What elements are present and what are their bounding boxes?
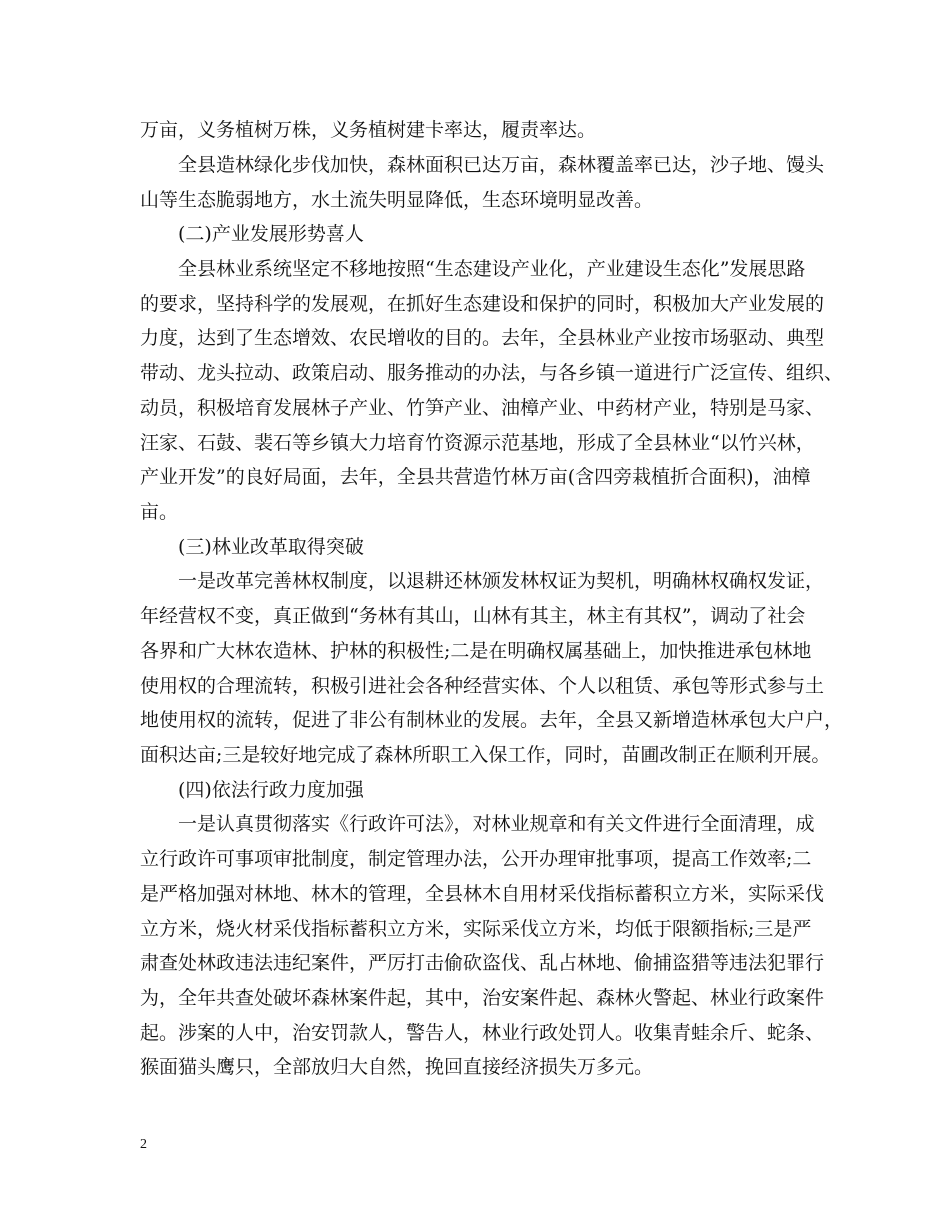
paragraph-line: 力度，达到了生态增效、农民增收的目的。去年，全县林业产业按市场驱动、典型 <box>140 327 825 349</box>
paragraph-line: 立方米，烧火材采伐指标蓄积立方米，实际采伐立方米，均低于限额指标;三是严 <box>140 918 812 940</box>
section-heading: (三)林业改革取得突破 <box>178 536 364 558</box>
paragraph-line: 各界和广大林农造林、护林的积极性;二是在明确权属基础上，加快推进承包林地 <box>140 640 812 662</box>
paragraph-line: 肃查处林政违法违纪案件，严厉打击偷砍盗伐、乱占林地、偷捕盗猎等违法犯罪行 <box>140 952 825 974</box>
section-heading: (二)产业发展形势喜人 <box>178 223 364 245</box>
paragraph-line: 为，全年共查处破坏森林案件起，其中，治安案件起、森林火警起、林业行政案件 <box>140 987 825 1009</box>
paragraph-line: 面积达亩;三是较好地完成了森林所职工入保工作，同时，苗圃改制正在顺利开展。 <box>140 744 831 766</box>
paragraph-line: 地使用权的流转，促进了非公有制林业的发展。去年，全县又新增造林承包大户户， <box>140 709 844 731</box>
page-number: 2 <box>140 1137 147 1152</box>
paragraph-line: 全县林业系统坚定不移地按照“生态建设产业化，产业建设生态化”发展思路 <box>178 258 806 280</box>
paragraph-line: 全县造林绿化步伐加快，森林面积已达万亩，森林覆盖率已达，沙子地、馒头 <box>178 154 825 176</box>
paragraph-line: 山等生态脆弱地方，水土流失明显降低，生态环境明显改善。 <box>140 189 654 211</box>
paragraph-line: 起。涉案的人中，治安罚款人，警告人，林业行政处罚人。收集青蛙余斤、蛇条、 <box>140 1022 825 1044</box>
paragraph-line: 一是认真贯彻落实《行政许可法》，对林业规章和有关文件进行全面清理，成 <box>178 813 815 835</box>
paragraph-line: 万亩，义务植树万株，义务植树建卡率达，履责率达。 <box>140 119 597 141</box>
paragraph-line: 使用权的合理流转，积极引进社会各种经营实体、个人以租赁、承包等形式参与土 <box>140 675 825 697</box>
paragraph-line: 一是改革完善林权制度，以退耕还林颁发林权证为契机，明确林权确权发证， <box>178 570 825 592</box>
paragraph-line: 是严格加强对林地、林木的管理，全县林木自用材采伐指标蓄积立方米，实际采伐 <box>140 883 825 905</box>
paragraph-line: 年经营权不变，真正做到“务林有其山，山林有其主，林主有其权”，调动了社会 <box>140 605 806 627</box>
paragraph-line: 带动、龙头拉动、政策启动、服务推动的办法，与各乡镇一道进行广泛宣传、组织、 <box>140 362 844 384</box>
paragraph-line: 猴面猫头鹰只，全部放归大自然，挽回直接经济损失万多元。 <box>140 1056 654 1078</box>
paragraph-line: 动员，积极培育发展林子产业、竹笋产业、油樟产业、中药材产业，特别是马家、 <box>140 397 825 419</box>
paragraph-line: 立行政许可事项审批制度，制定管理办法，公开办理审批事项，提高工作效率;二 <box>140 848 812 870</box>
paragraph-line: 亩。 <box>140 501 179 523</box>
section-heading: (四)依法行政力度加强 <box>178 779 364 801</box>
paragraph-line: 汪家、石鼓、裴石等乡镇大力培育竹资源示范基地，形成了全县林业“以竹兴林， <box>140 432 815 454</box>
paragraph-line: 产业开发”的良好局面，去年，全县共营造竹林万亩(含四旁栽植折合面积)，油樟 <box>140 466 811 488</box>
paragraph-line: 的要求，坚持科学的发展观，在抓好生态建设和保护的同时，积极加大产业发展的 <box>140 293 825 315</box>
